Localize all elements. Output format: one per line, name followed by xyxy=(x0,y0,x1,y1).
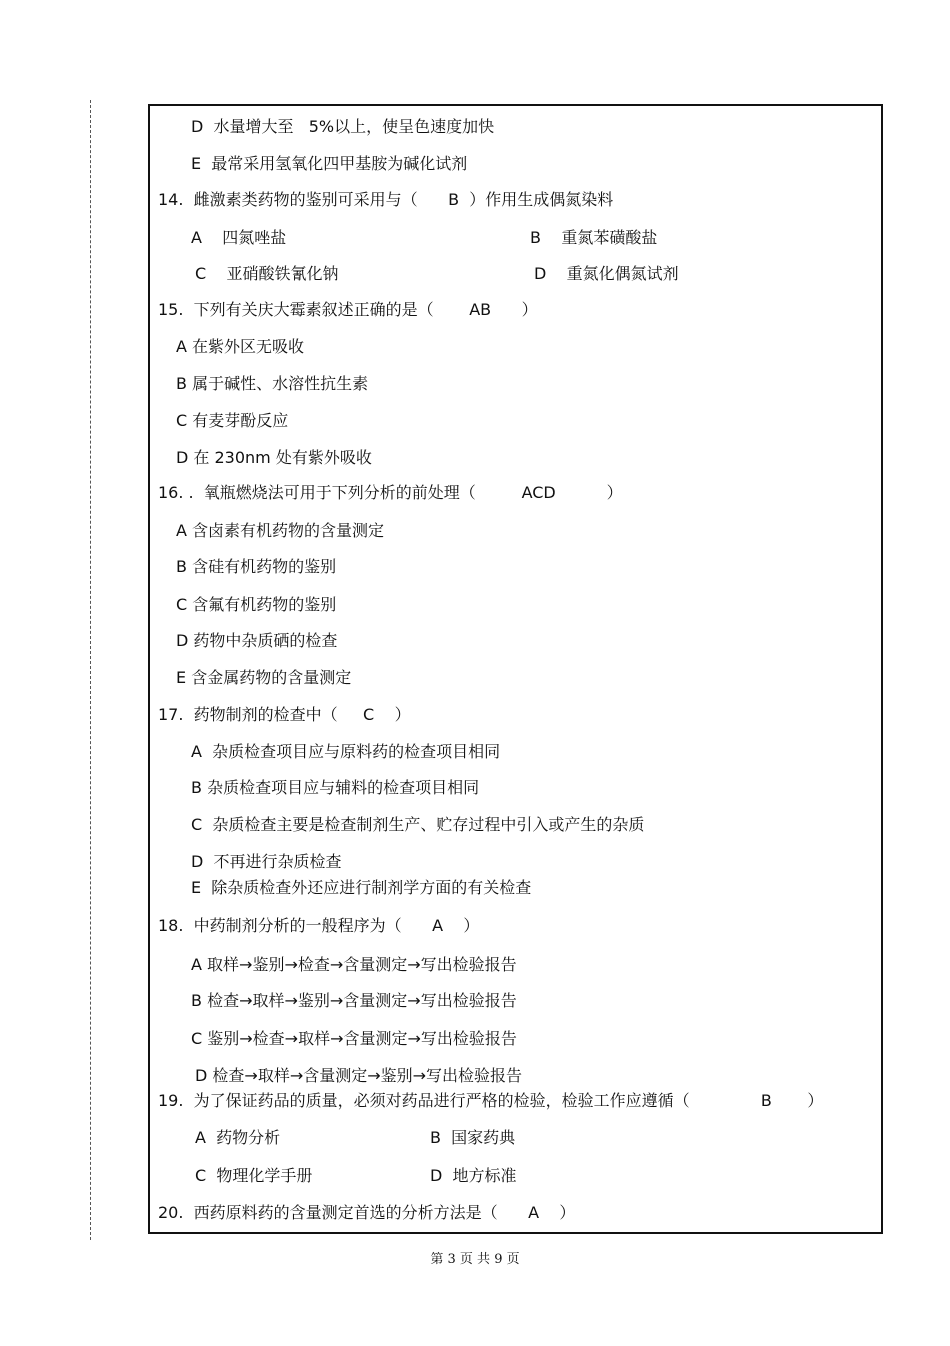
q17-option-c: C 杂质检查主要是检查制剂生产、贮存过程中引入或产生的杂质 xyxy=(191,815,645,834)
q18-option-d: D 检查→取样→含量测定→鉴别→写出检验报告 xyxy=(195,1066,523,1085)
page-footer: 第 3 页 共 9 页 xyxy=(430,1252,520,1267)
q20-stem: 20. 西药原料药的含量测定首选的分析方法是（ A ） xyxy=(158,1203,576,1222)
q19-option-c: C 物理化学手册 xyxy=(195,1166,313,1185)
q16-option-b: B 含硅有机药物的鉴别 xyxy=(176,557,337,576)
q19-stem: 19. 为了保证药品的质量，必须对药品进行严格的检验，检验工作应遵循（ B ） xyxy=(158,1091,824,1110)
binding-dashed-line xyxy=(90,100,91,1240)
q15-stem: 15. 下列有关庆大霉素叙述正确的是（ AB ） xyxy=(158,300,538,319)
q18-option-b: B 检查→取样→鉴别→含量测定→写出检验报告 xyxy=(191,991,517,1010)
q19-option-a: A 药物分析 xyxy=(195,1128,281,1147)
q16-option-e: E 含金属药物的含量测定 xyxy=(176,668,352,687)
q16-option-d: D 药物中杂质硒的检查 xyxy=(176,631,338,650)
q17-option-d: D 不再进行杂质检查 xyxy=(191,852,342,871)
q19-option-d: D 地方标准 xyxy=(430,1166,517,1185)
q13-option-e: E 最常采用氢氧化四甲基胺为碱化试剂 xyxy=(191,154,468,173)
q17-option-a: A 杂质检查项目应与原料药的检查项目相同 xyxy=(191,742,501,761)
q15-option-b: B 属于碱性、水溶性抗生素 xyxy=(176,374,369,393)
q16-option-a: A 含卤素有机药物的含量测定 xyxy=(176,521,385,540)
q18-stem: 18. 中药制剂分析的一般程序为（ A ） xyxy=(158,916,480,935)
q16-option-c: C 含氟有机药物的鉴别 xyxy=(176,595,337,614)
q18-option-a: A 取样→鉴别→检查→含量测定→写出检验报告 xyxy=(191,955,517,974)
q14-stem: 14. 雌激素类药物的鉴别可采用与（ B ）作用生成偶氮染料 xyxy=(158,190,614,209)
q19-option-b: B 国家药典 xyxy=(430,1128,516,1147)
q14-option-d: D 重氮化偶氮试剂 xyxy=(534,264,679,283)
q17-option-e: E 除杂质检查外还应进行制剂学方面的有关检查 xyxy=(191,878,532,897)
q15-option-a: A 在紫外区无吸收 xyxy=(176,337,305,356)
q13-option-d: D 水量增大至 5%以上，使呈色速度加快 xyxy=(191,117,495,136)
q17-stem: 17. 药物制剂的检查中（ C ） xyxy=(158,705,411,724)
q16-stem: 16. . 氧瓶燃烧法可用于下列分析的前处理（ ACD ） xyxy=(158,483,623,502)
q17-option-b: B 杂质检查项目应与辅料的检查项目相同 xyxy=(191,778,480,797)
q15-option-c: C 有麦芽酚反应 xyxy=(176,411,289,430)
q15-option-d: D 在 230nm 处有紫外吸收 xyxy=(176,448,372,467)
q18-option-c: C 鉴别→检查→取样→含量测定→写出检验报告 xyxy=(191,1029,517,1048)
q14-option-b: B 重氮苯磺酸盐 xyxy=(530,228,658,247)
q14-option-a: A 四氮唑盐 xyxy=(191,228,287,247)
q14-option-c: C 亚硝酸铁氰化钠 xyxy=(195,264,339,283)
